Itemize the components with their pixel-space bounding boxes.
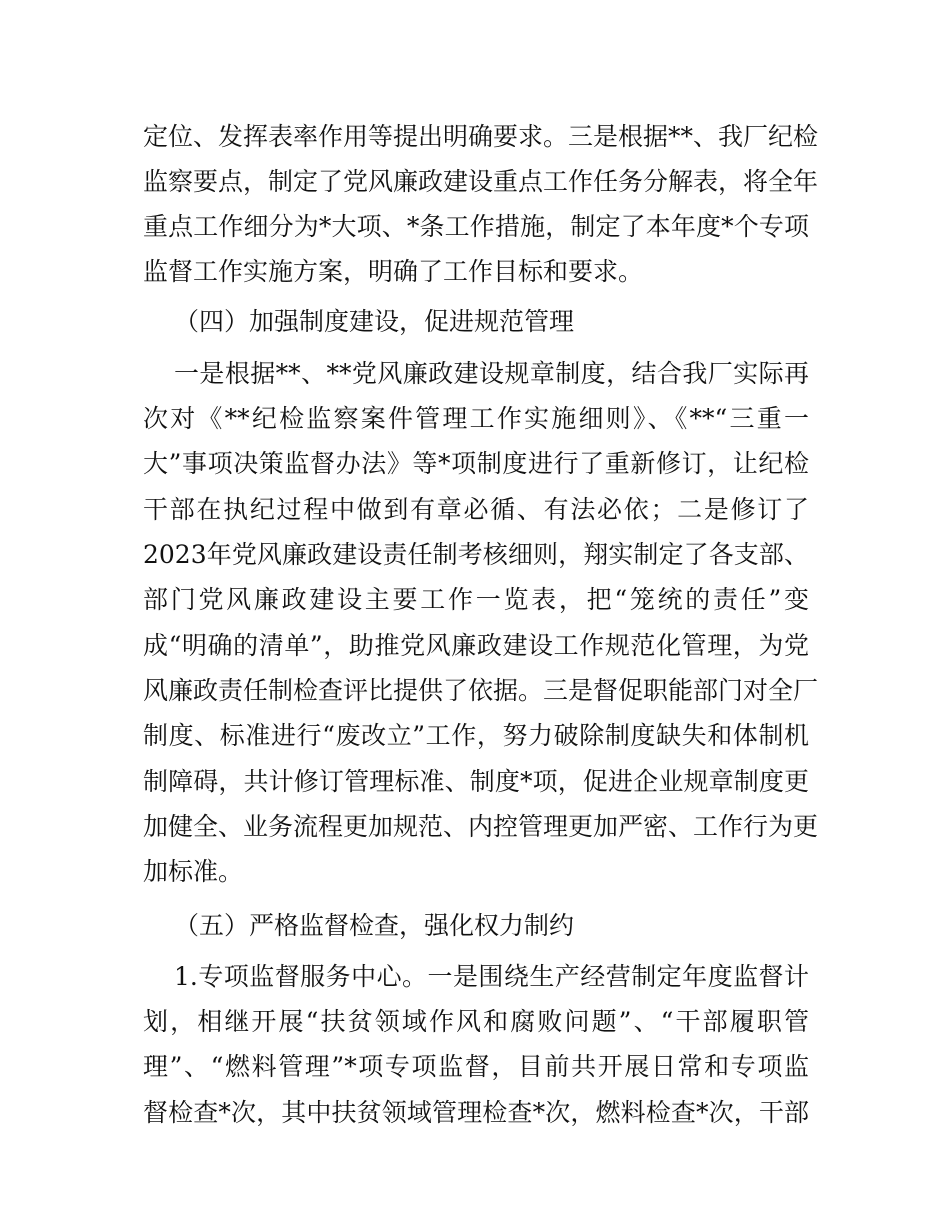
paragraph-line: 理”、“燃料管理”*项专项监督，目前共开展日常和专项监 xyxy=(143,1052,809,1081)
paragraph-line: 加标准。 xyxy=(143,857,244,886)
paragraph-line: 2023年党风廉政建设责任制考核细则，翔实制定了各支部、 xyxy=(143,540,809,569)
paragraph-line: 干部在执纪过程中做到有章必循、有法必依；二是修订了 xyxy=(143,495,809,524)
paragraph-line: 定位、发挥表率作用等提出明确要求。三是根据**、我厂纪检 xyxy=(143,122,819,151)
paragraph-line: 1.专项监督服务中心。一是围绕生产经营制定年度监督计 xyxy=(174,962,809,991)
paragraph-line: 监察要点，制定了党风廉政建设重点工作任务分解表，将全年 xyxy=(143,167,819,196)
paragraph-line: 部门党风廉政建设主要工作一览表，把“笼统的责任”变 xyxy=(143,585,809,614)
paragraph-line: 重点工作细分为*大项、*条工作措施，制定了本年度*个专项 xyxy=(143,212,809,241)
paragraph-line: 制度、标准进行“废改立”工作，努力破除制度缺失和体制机 xyxy=(143,721,809,750)
paragraph-line: 风廉政责任制检查评比提供了依据。三是督促职能部门对全厂 xyxy=(143,676,819,705)
paragraph-line: 加健全、业务流程更加规范、内控管理更加严密、工作行为更 xyxy=(143,812,819,841)
paragraph-line: 监督工作实施方案，明确了工作目标和要求。 xyxy=(143,257,644,286)
paragraph-line: 划，相继开展“扶贫领域作风和腐败问题”、“干部履职管 xyxy=(143,1007,809,1036)
paragraph-line: 制障碍，共计修订管理标准、制度*项，促进企业规章制度更 xyxy=(143,767,809,796)
paragraph-line: 次对《**纪检监察案件管理工作实施细则》、《**“三重一 xyxy=(143,404,809,433)
paragraph-line: 成“明确的清单”，助推党风廉政建设工作规范化管理，为党 xyxy=(143,631,809,660)
section-heading-4: （四）加强制度建设，促进规范管理 xyxy=(174,307,575,336)
paragraph-line: 督检查*次，其中扶贫领域管理检查*次，燃料检查*次，干部 xyxy=(143,1098,809,1127)
section-heading-5: （五）严格监督检查，强化权力制约 xyxy=(174,911,575,940)
paragraph-line: 一是根据**、**党风廉政建设规章制度，结合我厂实际再 xyxy=(174,359,809,388)
paragraph-line: 大”事项决策监督办法》等*项制度进行了重新修订，让纪检 xyxy=(143,449,809,478)
